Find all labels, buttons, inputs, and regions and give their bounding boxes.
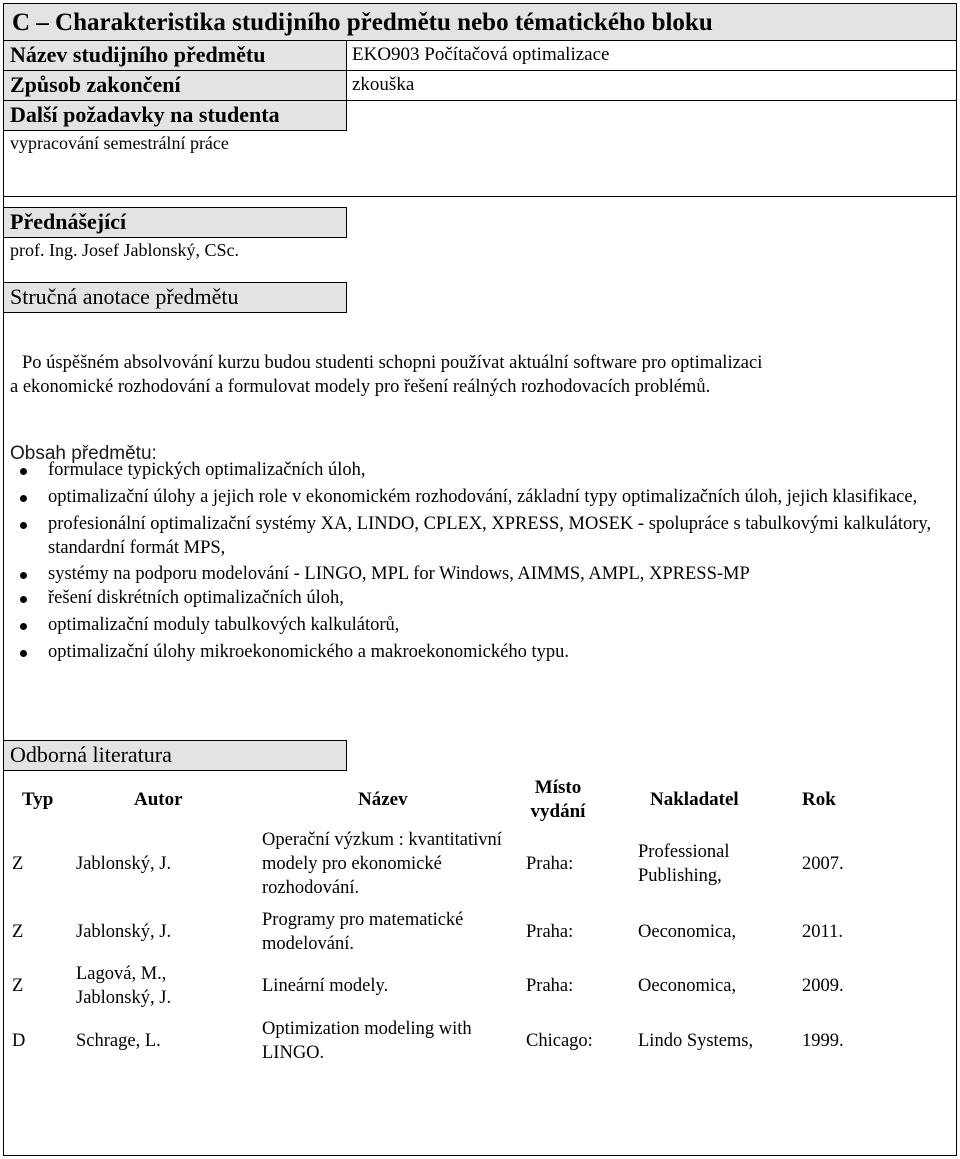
bullet-icon (20, 522, 27, 529)
cell-type: Z (12, 854, 24, 874)
bullet-icon (20, 623, 27, 630)
cell-type: D (12, 1031, 26, 1051)
content-item: optimalizační moduly tabulkových kalkulátorů, (10, 613, 940, 637)
cell-year: 2011. (802, 922, 843, 942)
table-header-row (12, 776, 862, 824)
cell-title: Optimization modeling with LINGO. (262, 1019, 472, 1063)
page-heading: C – Charakteristika studijního předmětu nebo tématického bloku (3, 3, 957, 41)
header-type: Typ (22, 789, 54, 810)
course-name-label: Název studijního předmětu (3, 40, 347, 71)
bullet-icon (20, 495, 27, 502)
cell-place: Praha: (526, 976, 574, 996)
cell-author: Schrage, L. (76, 1031, 161, 1051)
bullet-icon (20, 596, 27, 603)
content-title: Obsah předmětu: (10, 443, 157, 464)
cell-year: 2009. (802, 976, 844, 996)
content-item: systémy na podporu modelování - LINGO, MPL for Windows, AIMMS, AMPL, XPRESS-MP (10, 562, 940, 586)
cell-year: 1999. (802, 1031, 844, 1051)
header-year: Rok (802, 789, 836, 810)
lecturer-label: Přednášející (3, 207, 347, 238)
course-name-value: EKO903 Počítačová optimalizace (347, 40, 957, 71)
table-row (12, 904, 862, 960)
annotation-label: Stručná anotace předmětu (3, 282, 347, 313)
bullet-icon (20, 468, 27, 475)
completion-value: zkouška (347, 70, 957, 101)
table-row (12, 960, 862, 1012)
cell-publisher: Oeconomica, (638, 976, 737, 996)
section-divider (3, 196, 957, 197)
cell-author: Lagová, M., Jablonský, J. (76, 964, 172, 1008)
content-list (10, 458, 940, 664)
table-row (12, 1012, 862, 1070)
header-author: Autor (134, 789, 183, 810)
annotation-line-1: Po úspěšném absolvování kurzu budou studenti schopni používat aktuální software pro optimalizaci (22, 353, 763, 373)
cell-type: Z (12, 922, 24, 942)
cell-title: Lineární modely. (262, 976, 389, 996)
cell-publisher: Oeconomica, (638, 922, 737, 942)
cell-type: Z (12, 976, 24, 996)
cell-title: Operační výzkum : kvantitativní modely pro ekonomické rozhodování. (262, 830, 502, 898)
lecturer-value: prof. Ing. Josef Jablonský, CSc. (10, 240, 239, 260)
content-item: optimalizační úlohy a jejich role v ekonomickém rozhodování, základní typy optimalizačních úloh, jejich klasifikace, (10, 485, 940, 509)
bullet-icon (20, 572, 27, 579)
cell-publisher: Lindo Systems, (638, 1031, 754, 1051)
literature-label: Odborná literatura (3, 740, 347, 771)
cell-year: 2007. (802, 854, 844, 874)
cell-title: Programy pro matematické modelování. (262, 910, 464, 954)
cell-place: Praha: (526, 854, 574, 874)
cell-author: Jablonský, J. (76, 854, 172, 874)
content-item: profesionální optimalizační systémy XA, LINDO, CPLEX, XPRESS, MOSEK - spolupráce s tabulkovými kalkulátory, standardní formát MPS, (10, 512, 940, 560)
annotation-line-2: a ekonomické rozhodování a formulovat modely pro řešení reálných rozhodovacích problémů. (10, 377, 711, 397)
content-item: formulace typických optimalizačních úloh, (10, 458, 940, 482)
requirements-label: Další požadavky na studenta (3, 100, 347, 131)
table-row (12, 824, 862, 904)
bullet-icon (20, 650, 27, 657)
cell-place: Praha: (526, 922, 574, 942)
header-title: Název (358, 789, 408, 810)
content-item: optimalizační úlohy mikroekonomického a makroekonomického typu. (10, 640, 940, 664)
header-place: Místo vydání (530, 777, 586, 822)
content-item: řešení diskrétních optimalizačních úloh, (10, 586, 940, 610)
cell-publisher: Professional Publishing, (638, 842, 730, 886)
literature-table (12, 776, 862, 1070)
cell-place: Chicago: (526, 1031, 593, 1051)
header-publisher: Nakladatel (650, 789, 739, 810)
completion-label: Způsob zakončení (3, 70, 347, 101)
requirements-value: vypracování semestrální práce (10, 133, 229, 153)
cell-author: Jablonský, J. (76, 922, 172, 942)
